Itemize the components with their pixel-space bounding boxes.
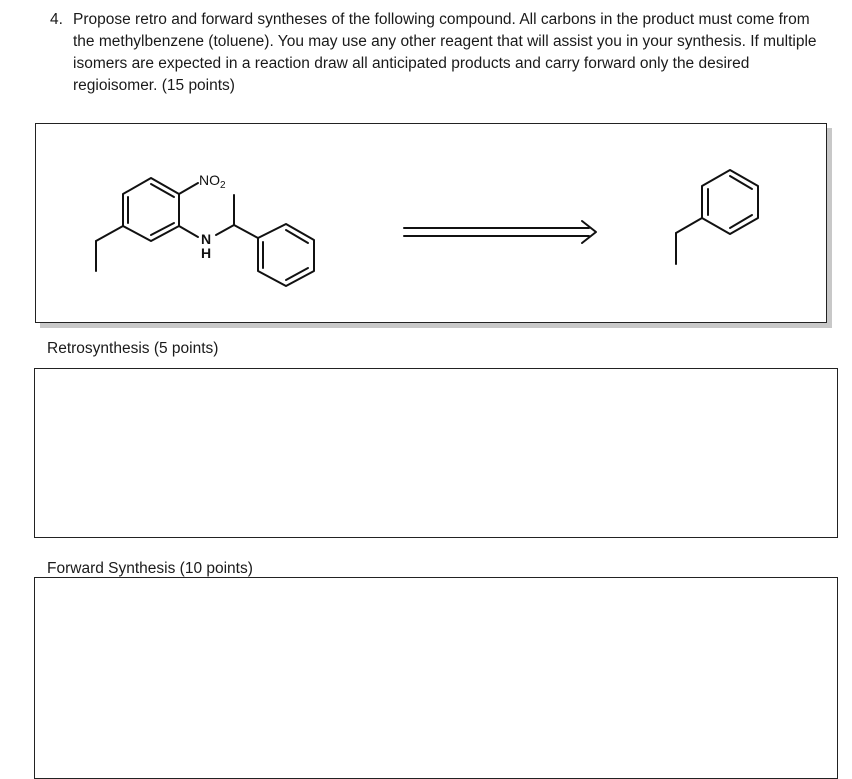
reaction-scheme-box bbox=[35, 123, 827, 323]
retrosynthesis-label: Retrosynthesis (5 points) bbox=[47, 340, 219, 357]
nh-ch-bond bbox=[216, 225, 234, 235]
question-block bbox=[50, 9, 820, 97]
amine-h-label: H bbox=[201, 245, 212, 261]
amine-n-label: N bbox=[201, 231, 212, 247]
ring-nh-bond bbox=[179, 226, 198, 237]
ethylbenzene-ring bbox=[702, 170, 758, 234]
nitro-bond bbox=[179, 183, 198, 194]
reaction-scheme-drawing bbox=[36, 124, 826, 322]
left-benzene-ring bbox=[123, 178, 179, 241]
ethyl-bond-1 bbox=[96, 226, 123, 241]
ethyl-bond-a bbox=[676, 218, 702, 233]
ch-phenyl-bond bbox=[234, 225, 258, 238]
forward-synthesis-label: Forward Synthesis (10 points) bbox=[47, 559, 253, 580]
ethylbenzene-molecule bbox=[676, 170, 758, 264]
phenyl-ring bbox=[258, 224, 314, 286]
nitro-label: $NO_2$ bbox=[199, 172, 226, 191]
retrosynthetic-arrow bbox=[404, 221, 596, 243]
question-number: 4. bbox=[50, 11, 63, 28]
forward-synthesis-answer-box[interactable] bbox=[34, 577, 838, 779]
retrosynthesis-answer-box[interactable] bbox=[34, 368, 838, 538]
question-text: Propose retro and forward syntheses of the following compound. All carbons in the product must come from the methylbenzene (toluene). You may use any other reagent that will assist you in your synthesis. If multiple isomers are expected in a reaction draw all anticipated products and carry forward only the desired regioisomer. (15 points) bbox=[73, 11, 817, 94]
